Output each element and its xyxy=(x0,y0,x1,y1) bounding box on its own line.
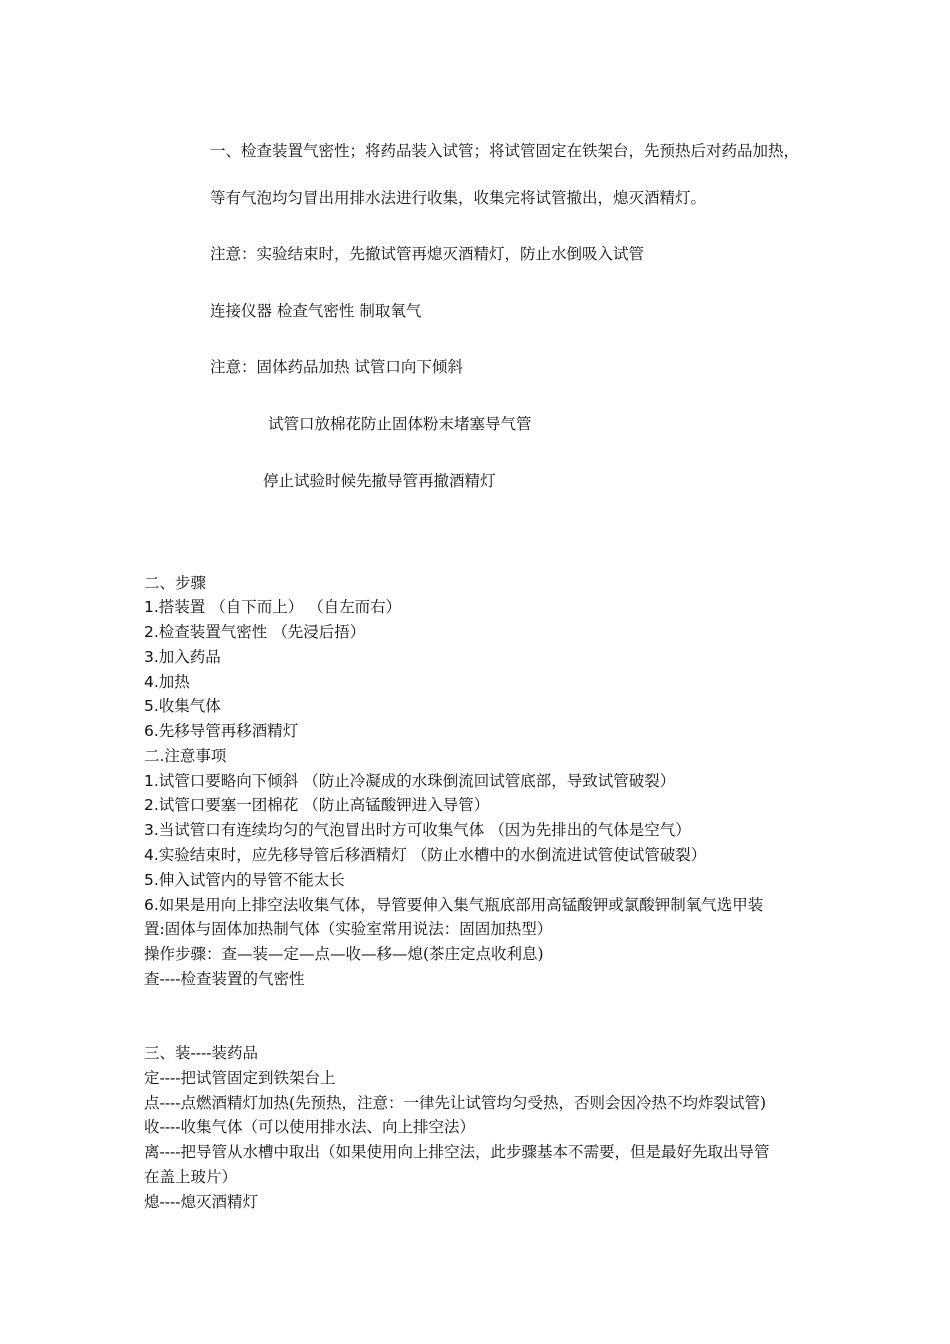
li-line-continuation: 在盖上玻片） xyxy=(144,1168,238,1186)
cha-line: 查----检查装置的气密性 xyxy=(144,970,305,988)
steps-heading: 二、步骤 xyxy=(144,574,207,592)
step-item: 1.搭装置 （自下而上） （自左而右） xyxy=(144,598,402,616)
zhuang-line: 三、装----装药品 xyxy=(144,1044,258,1062)
step-item: 5.收集气体 xyxy=(144,697,221,715)
dian-line: 点----点燃酒精灯加热(先预热，注意：一律先让试管均匀受热，否则会因冷热不均炸裂试管) xyxy=(144,1094,767,1112)
section-one-line-3: 注意：实验结束时，先撤试管再熄灭酒精灯，防止水倒吸入试管 xyxy=(210,245,645,263)
note-item: 5.伸入试管内的导管不能太长 xyxy=(144,871,345,889)
section-one-line-1: 一、检查装置气密性；将药品装入试管；将试管固定在铁架台，先预热后对药品加热， xyxy=(210,142,800,160)
operation-steps-line: 操作步骤：查—装—定—点—收—移—熄(茶庄定点收利息) xyxy=(144,945,544,963)
note-6-text: 6.如果是用向上排空法收集气体，导管要伸入集气瓶底部 xyxy=(144,896,531,914)
step-item: 3.加入药品 xyxy=(144,648,221,666)
note-item: 2.试管口要塞一团棉花 （防止高锰酸钾进入导管） xyxy=(144,796,490,814)
note-6-continuation: 用高锰酸钾或氯酸钾制氧气选甲装 xyxy=(530,896,764,914)
ding-line: 定----把试管固定到铁架台上 xyxy=(144,1069,336,1087)
step-item: 4.加热 xyxy=(144,673,190,691)
step-item: 2.检查装置气密性 （先浸后捂） xyxy=(144,623,366,641)
note-item: 4.实验结束时，应先移导管后移酒精灯 （防止水槽中的水倒流进试管使试管破裂） xyxy=(144,846,707,864)
note-item: 1.试管口要略向下倾斜 （防止冷凝成的水珠倒流回试管底部，导致试管破裂） xyxy=(144,772,676,790)
step-item: 6.先移导管再移酒精灯 xyxy=(144,722,299,740)
section-one-line-2: 等有气泡均匀冒出用排水法进行收集，收集完将试管撤出，熄灭酒精灯。 xyxy=(210,189,707,207)
xi-line: 熄----熄灭酒精灯 xyxy=(144,1193,258,1211)
note-item: 3.当试管口有连续均匀的气泡冒出时方可收集气体 （因为先排出的气体是空气） xyxy=(144,821,691,839)
apparatus-line: 置:固体与固体加热制气体（实验室常用说法：固固加热型） xyxy=(144,920,553,938)
section-one-line-6: 试管口放棉花防止固体粉末堵塞导气管 xyxy=(268,415,532,433)
shou-line: 收----收集气体（可以使用排水法、向上排空法） xyxy=(144,1118,475,1136)
li-line: 离----把导管从水槽中取出（如果使用向上排空法，此步骤基本不需要，但是最好先取出导管 xyxy=(144,1143,770,1161)
note-item-6 xyxy=(144,895,763,916)
notes-heading: 二.注意事项 xyxy=(144,747,227,765)
section-one-line-7: 停止试验时候先撤导管再撤酒精灯 xyxy=(263,472,496,490)
section-one-line-4: 连接仪器 检查气密性 制取氧气 xyxy=(210,302,422,320)
section-one-line-5: 注意：固体药品加热 试管口向下倾斜 xyxy=(210,358,463,376)
